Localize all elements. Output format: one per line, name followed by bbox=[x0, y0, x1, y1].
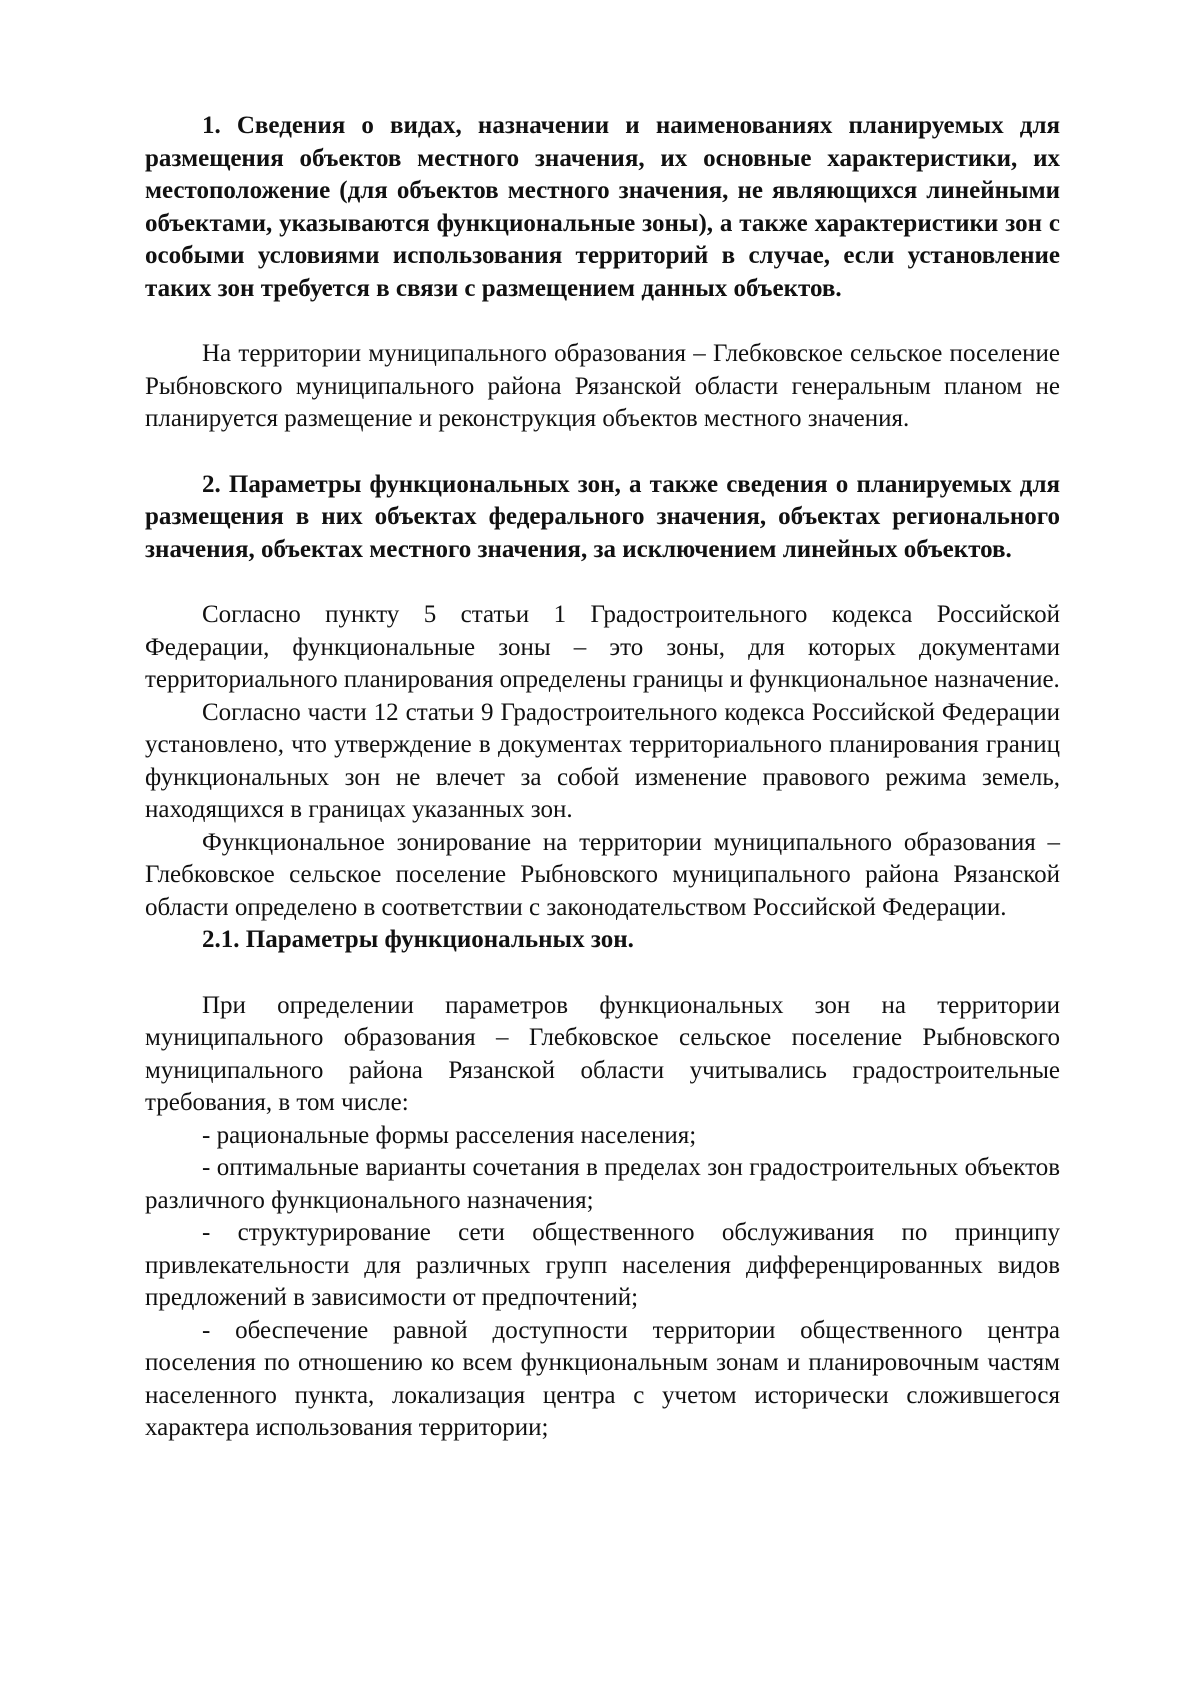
section-2-paragraph-1: Согласно пункту 5 статьи 1 Градостроительного кодекса Российской Федерации, функциональные зоны – это зоны, для которых документами территориального планирования определены границы и функциональное назначение. bbox=[145, 601, 1060, 693]
section-2-1-heading: 2.1. Параметры функциональных зон. bbox=[202, 926, 634, 953]
section-2-paragraph-2: Согласно части 12 статьи 9 Градостроительного кодекса Российской Федерации установлено, что утверждение в документах территориального планирования границ функциональных зон не влечет за собой изменение правового режима земель, находящихся в границах указанных зон. bbox=[145, 698, 1060, 823]
list-item: - оптимальные варианты сочетания в пределах зон градостроительных объектов различного функционального назначения; bbox=[145, 1154, 1060, 1214]
section-1-paragraph: На территории муниципального образования – Глебковское сельское поселение Рыбновского муниципального района Рязанской области генеральным планом не планируется размещение и реконструкция объектов местного значения. bbox=[145, 340, 1060, 432]
section-2-1-intro: При определении параметров функциональных зон на территории муниципального образования – Глебковское сельское поселение Рыбновского муниципального района Рязанской области учитывались градостроительные требования, в том числе: bbox=[145, 991, 1060, 1116]
section-1-heading: 1. Сведения о видах, назначении и наименованиях планируемых для размещения объектов местного значения, их основные характеристики, их местоположение (для объектов местного значения, не являющихся линейными объектами, указываются функциональные зоны), а также характеристики зон с особыми условиями использования территорий в случае, если установление таких зон требуется в связи с размещением данных объектов. bbox=[145, 112, 1060, 302]
section-2-heading: 2. Параметры функциональных зон, а также сведения о планируемых для размещения в них объектах федерального значения, объектах регионального значения, объектах местного значения, за исключением линейных объектов. bbox=[145, 470, 1060, 563]
list-item: - обеспечение равной доступности территории общественного центра поселения по отношению ко всем функциональным зонам и планировочным частям населенного пункта, локализация центра с учетом исторически сложившегося характера использования территории; bbox=[145, 1316, 1060, 1441]
list-item: - рациональные формы расселения населения; bbox=[202, 1121, 697, 1149]
section-2-paragraph-3: Функциональное зонирование на территории муниципального образования – Глебковское сельское поселение Рыбновского муниципального района Рязанской области определено в соответствии с законодательством Российской Федерации. bbox=[145, 828, 1060, 921]
list-item: - структурирование сети общественного обслуживания по принципу привлекательности для различных групп населения дифференцированных видов предложений в зависимости от предпочтений; bbox=[145, 1219, 1060, 1311]
